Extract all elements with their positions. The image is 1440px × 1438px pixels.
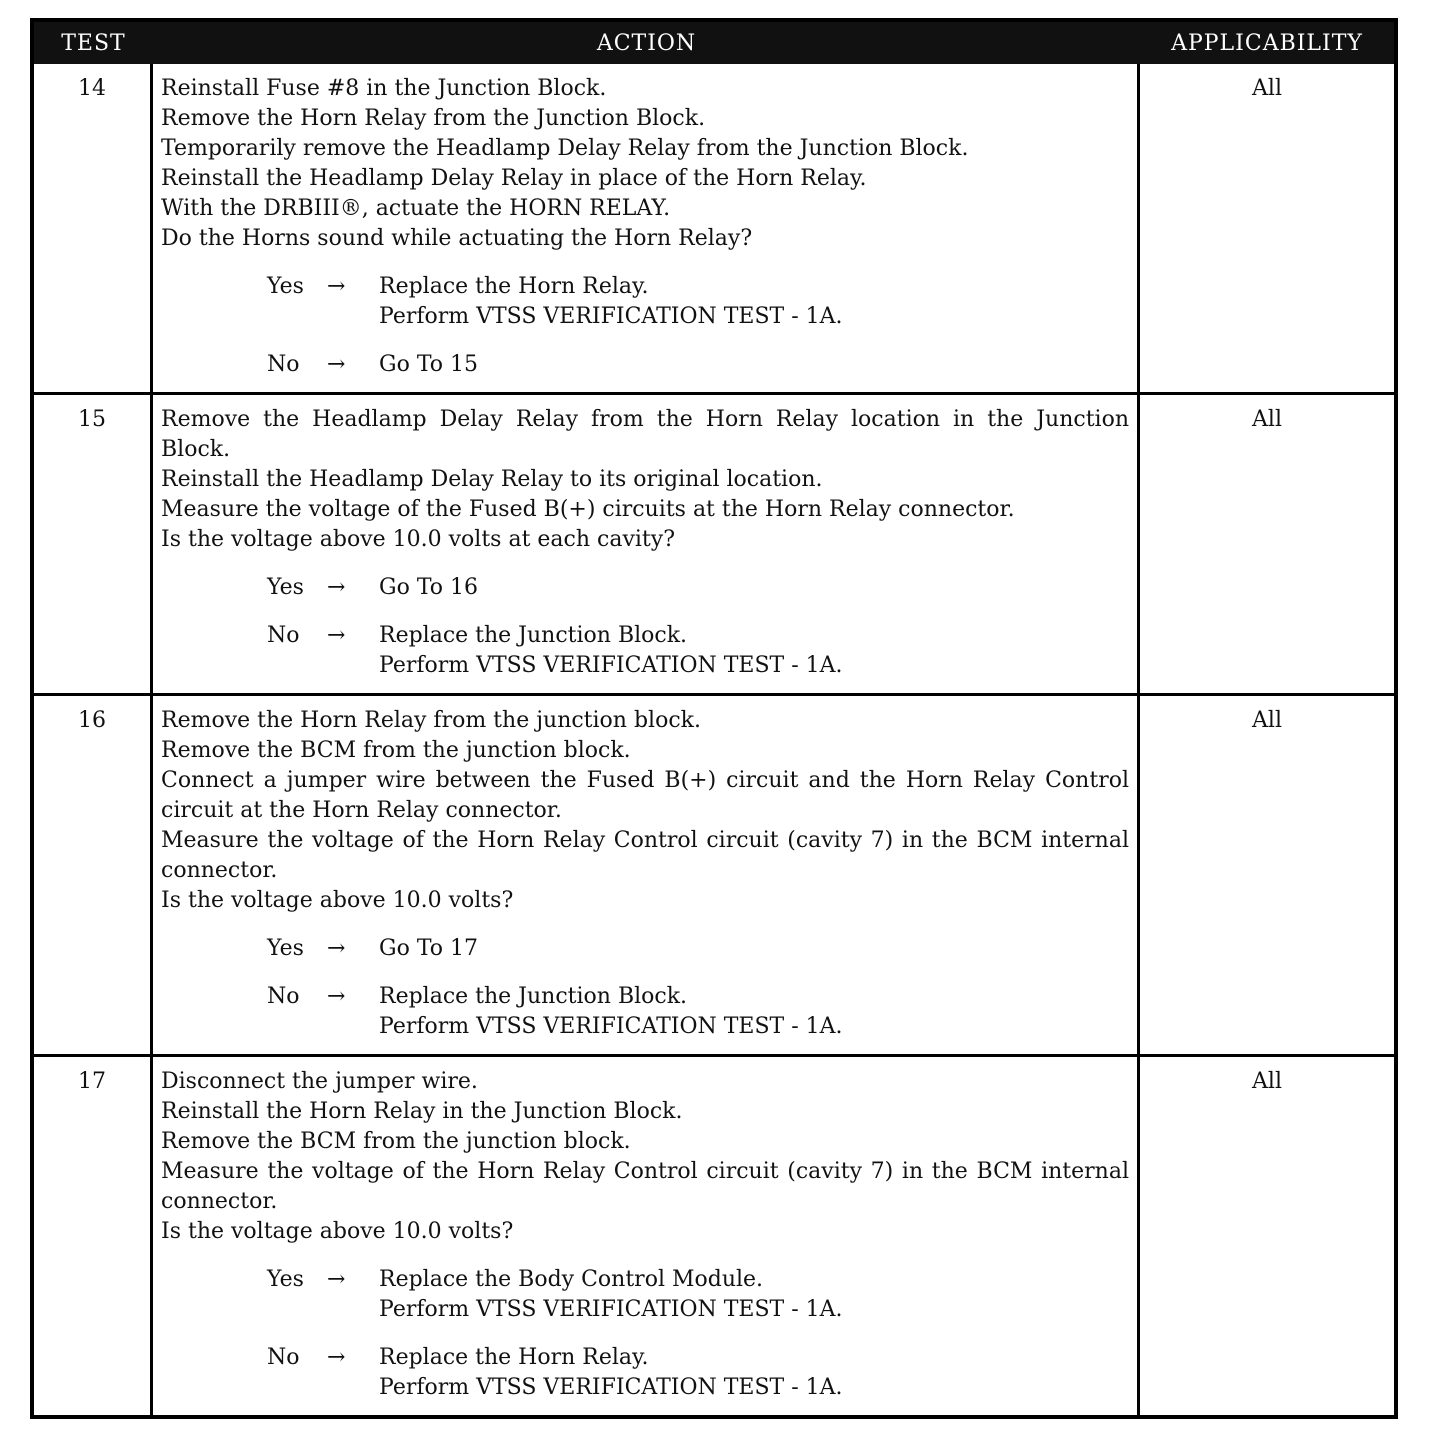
arrow-right-icon: → [327,274,346,299]
action-step: With the DRBIII®, actuate the HORN RELAY. [161,196,671,221]
action-cell [153,64,1140,392]
result-line: Go To 17 [379,936,479,961]
action-step: Measure the voltage of the Fused B(+) circuits at the Horn Relay connector. [161,497,1015,522]
action-step: Connect a jumper wire between the Fused B(+) circuit and the Horn Relay Control circuit at the Horn Relay connector. [161,768,1129,823]
yes-result [379,573,1129,603]
action-step: Remove the Horn Relay from the junction block. [161,708,701,733]
result-line: Replace the Junction Block. [379,623,688,648]
yes-branch [267,573,1129,603]
arrow-right-icon: → [327,623,346,648]
no-label: No [267,352,300,377]
no-result [379,621,1129,681]
no-result [379,982,1129,1042]
action-step: Remove the BCM from the junction block. [161,738,631,763]
result-line: Perform VTSS VERIFICATION TEST - 1A. [379,304,843,329]
arrow-right-icon: → [327,1345,346,1370]
arrow-right-icon: → [327,1267,346,1292]
action-step: Do the Horns sound while actuating the Horn Relay? [161,226,753,251]
action-step: Reinstall Fuse #8 in the Junction Block. [161,76,607,101]
action-step: Reinstall the Headlamp Delay Relay in place of the Horn Relay. [161,166,867,191]
no-branch [267,621,1129,681]
result-line: Replace the Horn Relay. [379,1345,649,1370]
applicability-cell: All [1252,708,1282,733]
yes-label: Yes [267,575,304,600]
applicability-cell: All [1252,407,1282,432]
table-row [34,1054,1394,1415]
arrow-right-icon: → [327,575,346,600]
yes-branch [267,1265,1129,1325]
yes-label: Yes [267,1267,304,1292]
action-step: Remove the Horn Relay from the Junction Block. [161,106,706,131]
header-applicability: APPLICABILITY [1171,30,1363,56]
test-number: 16 [34,696,153,1054]
action-step: Reinstall the Horn Relay in the Junction Block. [161,1099,683,1124]
applicability-cell: All [1252,76,1282,101]
no-label: No [267,984,300,1009]
arrow-right-icon: → [327,352,346,377]
yes-label: Yes [267,274,304,299]
table-row [34,693,1394,1054]
yes-result [379,272,1129,332]
result-line: Perform VTSS VERIFICATION TEST - 1A. [379,653,843,678]
action-cell [153,395,1140,693]
no-result [379,350,1129,380]
action-cell [153,696,1140,1054]
action-step: Remove the Headlamp Delay Relay from the Horn Relay location in the Junction Block. [161,407,1129,462]
action-step: Is the voltage above 10.0 volts? [161,1219,514,1244]
result-line: Perform VTSS VERIFICATION TEST - 1A. [379,1014,843,1039]
yes-result [379,1265,1129,1325]
action-cell [153,1057,1140,1415]
diagnostic-table [30,18,1398,1419]
action-step: Measure the voltage of the Horn Relay Control circuit (cavity 7) in the BCM internal connector. [161,1159,1129,1214]
no-label: No [267,1345,300,1370]
action-step: Is the voltage above 10.0 volts at each cavity? [161,527,675,552]
action-step: Reinstall the Headlamp Delay Relay to its original location. [161,467,823,492]
test-number: 14 [34,64,153,392]
result-line: Replace the Junction Block. [379,984,688,1009]
no-result [379,1343,1129,1403]
action-step: Temporarily remove the Headlamp Delay Relay from the Junction Block. [161,136,969,161]
arrow-right-icon: → [327,936,346,961]
no-branch [267,350,1129,380]
yes-label: Yes [267,936,304,961]
arrow-right-icon: → [327,984,346,1009]
action-step: Is the voltage above 10.0 volts? [161,888,514,913]
result-line: Replace the Body Control Module. [379,1267,764,1292]
test-number: 15 [34,395,153,693]
yes-branch [267,272,1129,332]
no-label: No [267,623,300,648]
no-branch [267,1343,1129,1403]
applicability-cell: All [1252,1069,1282,1094]
action-step: Measure the voltage of the Horn Relay Control circuit (cavity 7) in the BCM internal connector. [161,828,1129,883]
action-step: Disconnect the jumper wire. [161,1069,478,1094]
table-row [34,392,1394,693]
yes-branch [267,934,1129,964]
result-line: Go To 16 [379,575,479,600]
no-branch [267,982,1129,1042]
table-header [34,22,1394,64]
result-line: Perform VTSS VERIFICATION TEST - 1A. [379,1375,843,1400]
header-action: ACTION [596,30,697,56]
table-body [34,64,1394,1415]
result-line: Go To 15 [379,352,479,377]
result-line: Replace the Horn Relay. [379,274,649,299]
result-line: Perform VTSS VERIFICATION TEST - 1A. [379,1297,843,1322]
header-test: TEST [61,30,126,56]
table-row [34,64,1394,392]
yes-result [379,934,1129,964]
test-number: 17 [34,1057,153,1415]
action-step: Remove the BCM from the junction block. [161,1129,631,1154]
